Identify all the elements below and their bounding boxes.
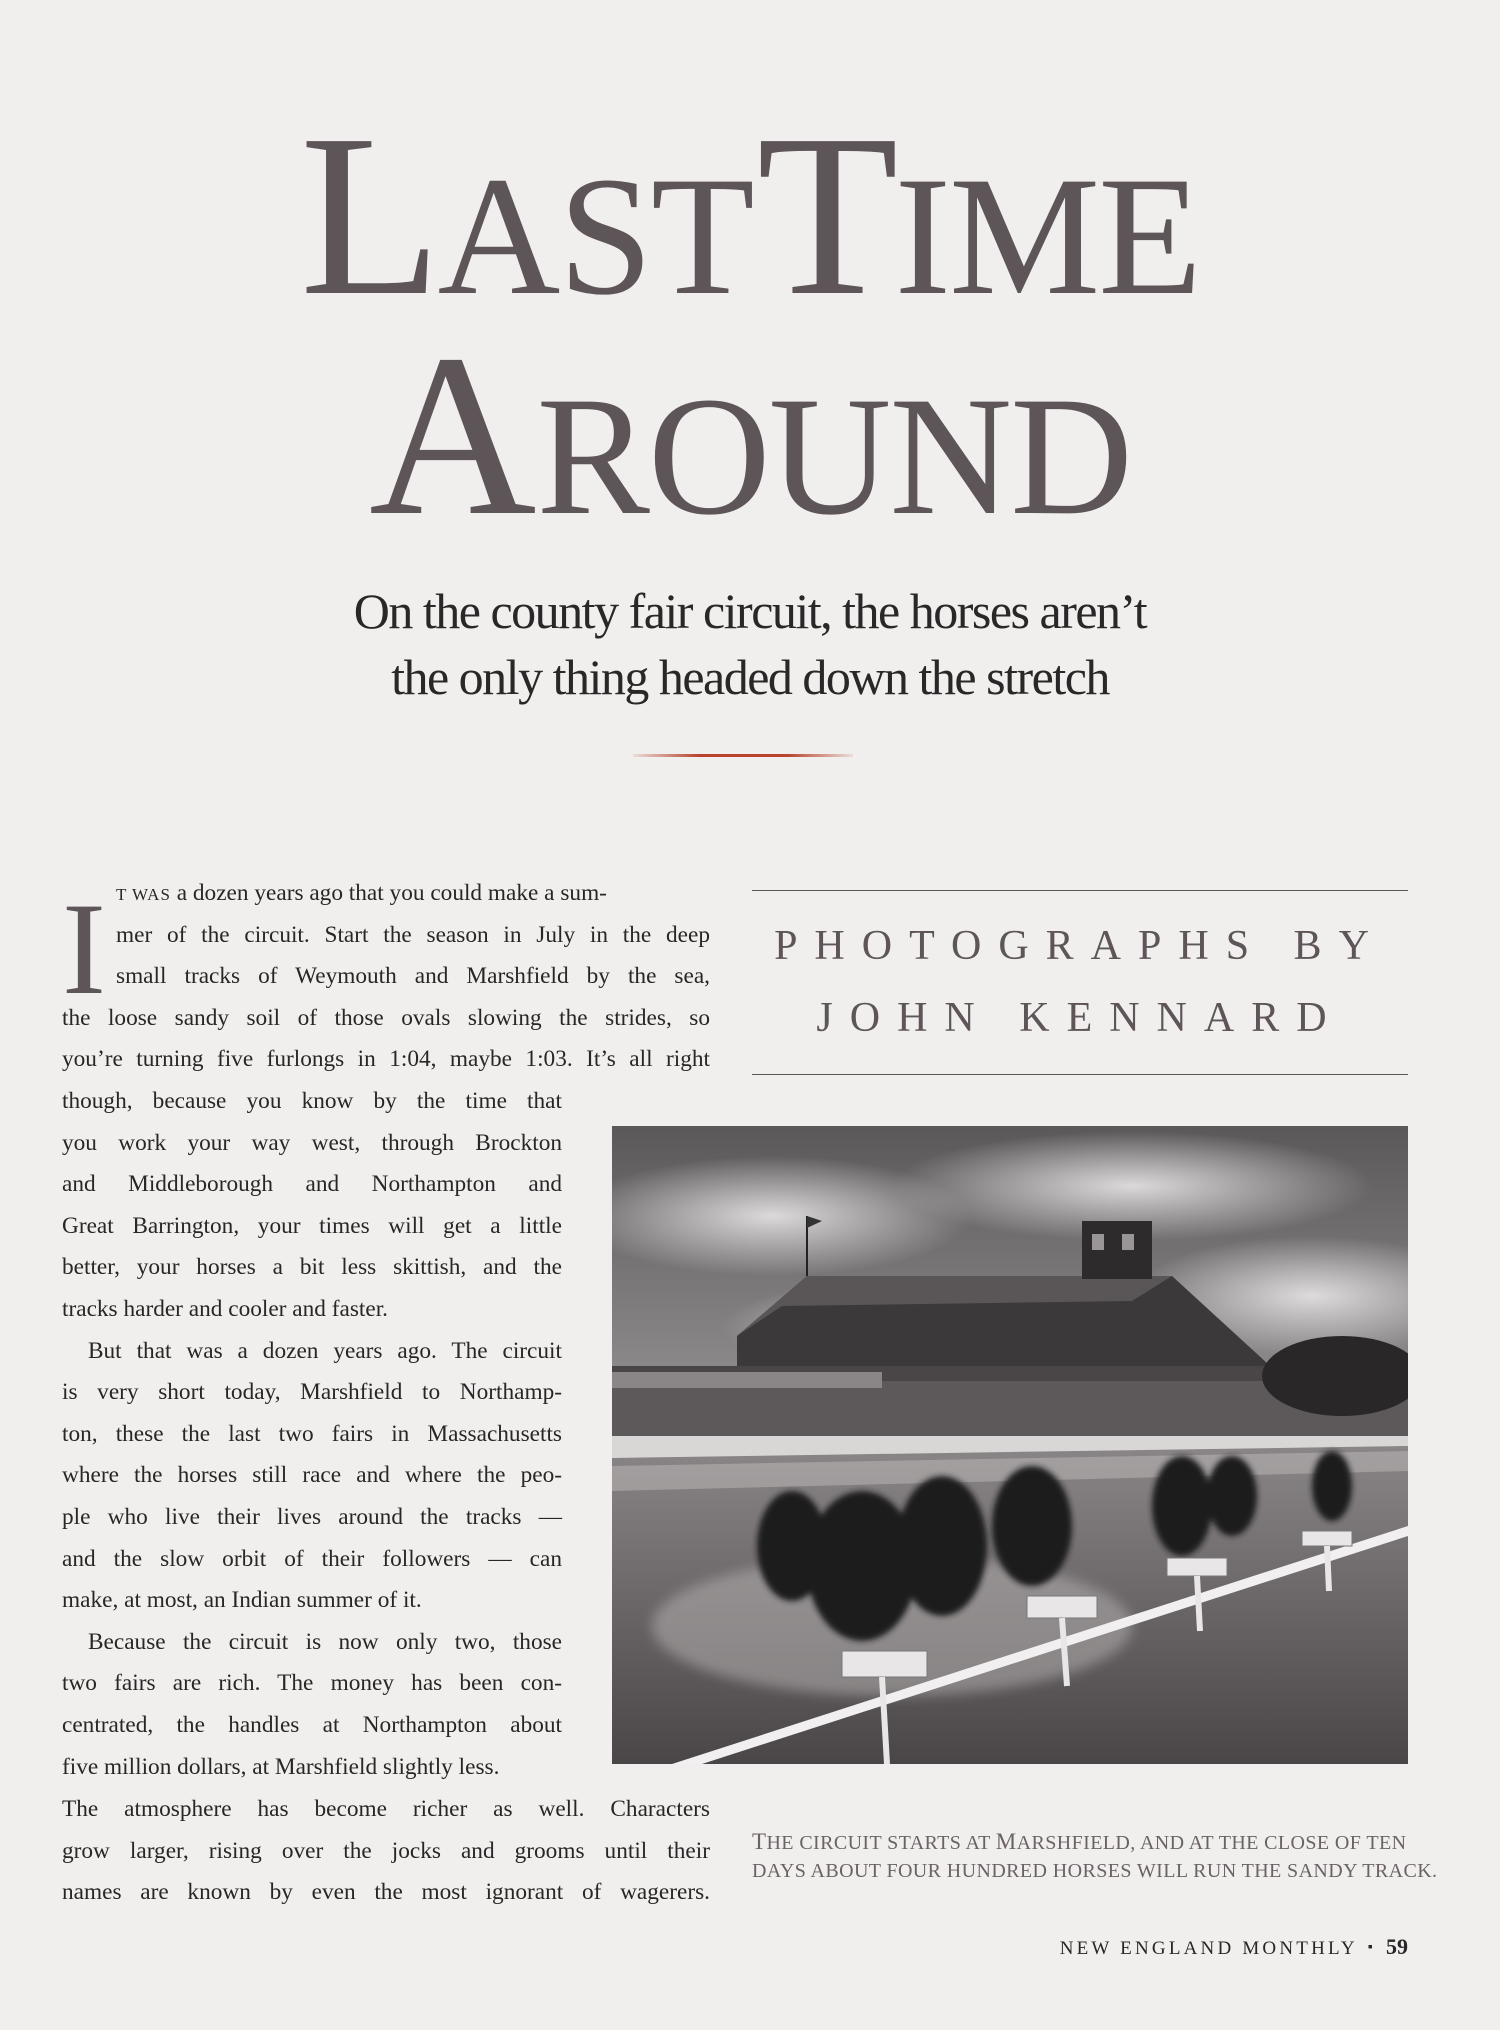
subtitle-line: the only thing headed down the stretch	[391, 649, 1109, 705]
article-line: The atmosphere has become richer as well. Characters	[62, 1796, 710, 1822]
article-line: names are known by even the most ignorant of wagerers.	[62, 1879, 710, 1906]
article-text-narrow	[62, 1081, 562, 1788]
article-line: make, at most, an Indian summer of it.	[62, 1587, 422, 1614]
caption-cap: M	[995, 1829, 1017, 1854]
photo-caption-line-2: DAYS ABOUT FOUR HUNDRED HORSES WILL RUN THE SANDY TRACK.	[752, 1860, 1438, 1882]
article-line: Because the circuit is now only two, those	[88, 1628, 562, 1655]
article-line: Great Barrington, your times will get a little	[62, 1212, 562, 1239]
racetrack-photo	[612, 1126, 1408, 1764]
caption-cap: T	[752, 1829, 767, 1854]
headline-smallcaps: ROUND	[536, 362, 1131, 550]
magazine-name: NEW ENGLAND MONTHLY	[1059, 1938, 1358, 1959]
article-line: centrated, the handles at Northampton about	[62, 1711, 562, 1738]
headline-line-2	[0, 307, 1500, 564]
article-line: and Middleborough and Northampton and	[62, 1171, 562, 1198]
caption-text: HE CIRCUIT STARTS AT	[766, 1832, 996, 1854]
article-line: you work your way west, through Brockton	[62, 1129, 562, 1156]
credit-rule-top	[752, 890, 1408, 891]
headline-smallcaps: IME	[894, 142, 1201, 330]
article-line-text: a dozen years ago that you could make a sum-	[170, 880, 607, 906]
article-line: grow larger, rising over the jocks and grooms until their	[62, 1837, 710, 1864]
article-lead-in: T WAS	[116, 885, 171, 904]
headline-cap: A	[368, 307, 537, 564]
article-line: small tracks of Weymouth and Marshfield by the sea,	[116, 963, 710, 990]
subtitle-line: On the county fair circuit, the horses aren’t	[353, 583, 1147, 639]
article-text-top	[62, 873, 710, 1081]
article-line: ple who live their lives around the tracks —	[62, 1503, 562, 1530]
article-line: But that was a dozen years ago. The circuit	[88, 1337, 562, 1364]
subtitle	[0, 578, 1500, 710]
separator-icon: ▪	[1367, 1940, 1376, 1955]
article-text-bottom	[62, 1789, 710, 1914]
article-line: ton, these the last two fairs in Massachusetts	[62, 1420, 562, 1447]
caption-text: ARSHFIELD, AND AT THE CLOSE OF TEN	[1016, 1832, 1407, 1854]
article-line: tracks harder and cooler and faster.	[62, 1295, 388, 1322]
drop-cap: I	[62, 875, 106, 1022]
photo-credit-label: PHOTOGRAPHS BY	[774, 923, 1386, 969]
page-footer	[0, 1934, 1408, 1960]
headline-line-1	[0, 87, 1500, 344]
headline-cap: L	[299, 87, 438, 344]
article-line	[62, 873, 710, 915]
article-line: better, your horses a bit less skittish, and the	[62, 1254, 562, 1281]
article-line: two fairs are rich. The money has been con-	[62, 1670, 562, 1697]
page-number: 59	[1386, 1934, 1408, 1959]
article-line: though, because you know by the time that	[62, 1088, 562, 1114]
decorative-divider	[633, 754, 853, 757]
article-line: is very short today, Marshfield to Northamp-	[62, 1379, 562, 1406]
headline-cap: T	[756, 87, 895, 344]
credit-rule-bottom	[752, 1074, 1408, 1075]
photo-caption-line-1	[752, 1830, 1408, 1853]
article-line: mer of the circuit. Start the season in July in the deep	[116, 921, 710, 948]
article-line: five million dollars, at Marshfield slightly less.	[62, 1753, 500, 1780]
article-line: you’re turning five furlongs in 1:04, maybe 1:03. It’s all right	[62, 1046, 710, 1073]
photo-credit-name: JOHN KENNARD	[816, 995, 1344, 1041]
article-line: and the slow orbit of their followers — can	[62, 1545, 562, 1572]
article-line: the loose sandy soil of those ovals slowing the strides, so	[62, 1004, 710, 1031]
headline-smallcaps: AST	[437, 142, 753, 330]
article-line: where the horses still race and where the peo-	[62, 1462, 562, 1489]
